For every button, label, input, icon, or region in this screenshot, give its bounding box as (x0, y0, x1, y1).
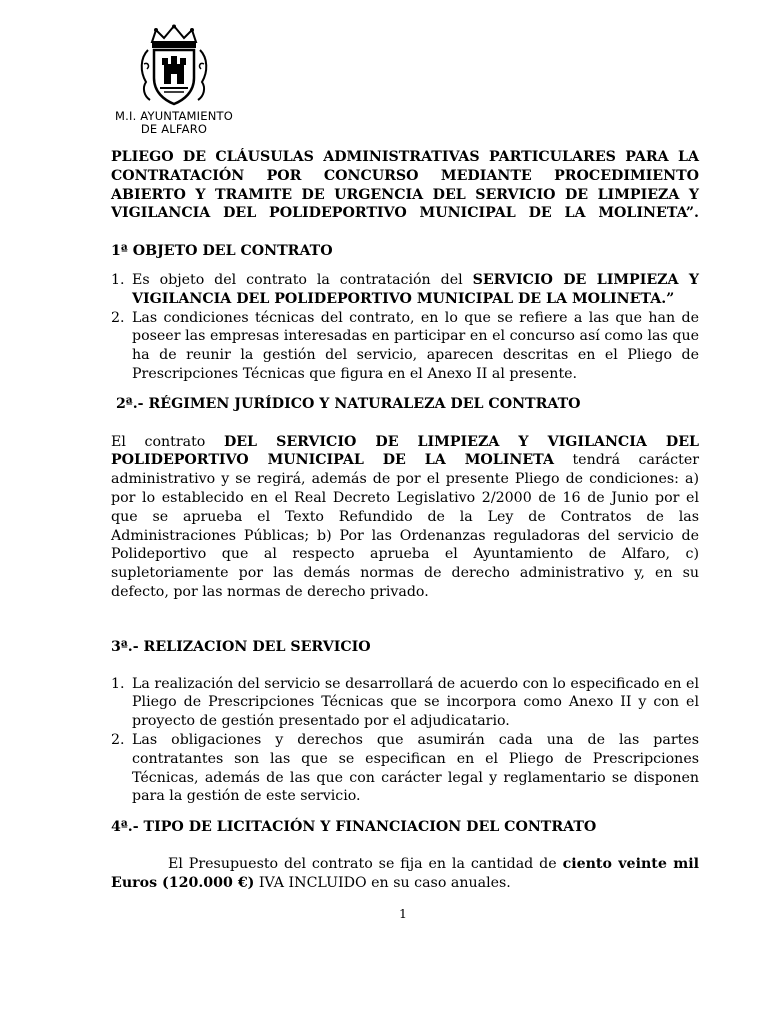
organization-name (108, 110, 240, 136)
paragraph-text-bold: DEL SERVICIO DE LIMPIEZA Y VIGILANCIA DEL POLIDEPORTIVO MUNICIPAL DE LA MOLINETA (111, 433, 699, 469)
list-number: 2. (111, 309, 125, 326)
list-text: Es objeto del contrato la contratación del (132, 271, 473, 288)
section1-heading: 1ª OBJETO DEL CONTRATO (111, 243, 333, 260)
list-text: La realización del servicio se desarrollará de acuerdo con lo especificado en el Pliego de Prescripciones Técnicas que se incorpora como Anexo II y con el proyecto de gestión presentado por el adjudicatario. (132, 675, 699, 730)
municipal-coat-of-arms-icon (138, 24, 210, 108)
section4-paragraph (111, 855, 699, 893)
list-text: Las condiciones técnicas del contrato, en lo que se refiere a las que han de poseer las empresas interesadas en participar en el concurso así como las que ha de reunir la gestión del servicio, aparecen descritas en el Pliego de Prescripciones Técnicas que figura en el Anexo II al presente. (132, 309, 699, 382)
list-number: 1. (111, 271, 125, 288)
page-number: 1 (399, 906, 407, 921)
section1-list (111, 271, 699, 384)
list-item (111, 309, 699, 384)
section2-heading: 2ª.- RÉGIMEN JURÍDICO Y NATURALEZA DEL CONTRATO (111, 395, 581, 412)
paragraph-text: El contrato (111, 433, 224, 450)
paragraph-text-bold: ciento veinte mil Euros (120.000 €) (111, 855, 699, 891)
list-number: 1. (111, 675, 125, 692)
list-number: 2. (111, 731, 125, 748)
list-text-bold: SERVICIO DE LIMPIEZA Y VIGILANCIA DEL POLIDEPORTIVO MUNICIPAL DE LA MOLINETA.” (132, 271, 700, 307)
paragraph-text: IVA INCLUIDO (254, 874, 367, 891)
list-item (111, 675, 699, 731)
paragraph-text: El Presupuesto del contrato se fija en la cantidad de (168, 855, 563, 872)
list-item (111, 731, 699, 806)
list-text: Las obligaciones y derechos que asumirán cada una de las partes contratantes son las que se especifican en el Pliego de Prescripciones Técnicas, además de las que con carácter legal y reglamentario se disponen para la gestión de este servicio. (132, 731, 699, 805)
organization-name-line2: DE ALFARO (140, 122, 208, 136)
document-body (111, 148, 699, 893)
organization-name-line1: M.I. AYUNTAMIENTO (115, 109, 233, 123)
list-item (111, 271, 699, 309)
section3-list (111, 675, 699, 807)
paragraph-text: tendrá carácter administrativo y se regirá, además de por el presente Pliego de condiciones: a) por lo establecido en el Real Decreto Legislativo 2/2000 de 16 de Junio por el que se aprueba el Texto Refundido de la Ley de Contratos de las Administraciones Públicas; b) Por las Ordenanzas reguladoras del servicio de Polideportivo que al respecto aprueba el Ayuntamiento de Alfaro, c) supletoriamente por las demás normas de derecho administrativo y, en su defecto, por las normas de derecho privado. (111, 452, 700, 600)
paragraph-text: en su caso anuales. (366, 874, 511, 891)
document-title: PLIEGO DE CLÁUSULAS ADMINISTRATIVAS PARTICULARES PARA LA CONTRATACIÓN POR CONCURSO MEDIANTE PROCEDIMIENTO ABIERTO Y TRAMITE DE URGENCIA DEL SERVICIO DE LIMPIEZA Y VIGILANCIA DEL POLIDEPORTIVO MUNICIPAL DE LA MOLINETA”. (111, 149, 699, 222)
section2-paragraph (111, 433, 699, 602)
section3-heading: 3ª.- RELIZACION DEL SERVICIO (111, 638, 371, 655)
section4-heading: 4ª.- TIPO DE LICITACIÓN Y FINANCIACION DEL CONTRATO (111, 819, 597, 836)
